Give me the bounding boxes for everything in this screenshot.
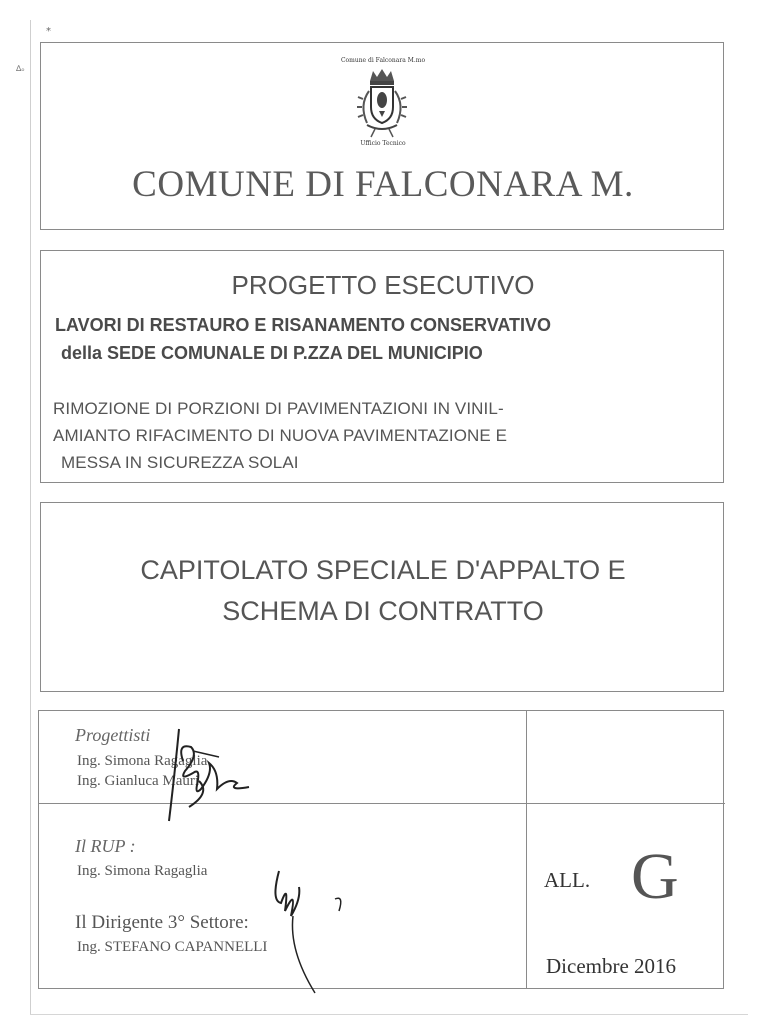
header-box [40,42,724,230]
comune-name: COMUNE DI FALCONARA M. [132,164,634,205]
document-title-line: SCHEMA DI CONTRATTO [222,596,544,626]
document-title-line: CAPITOLATO SPECIALE D'APPALTO E [140,555,626,585]
works-description-line: AMIANTO RIFACIMENTO DI NUOVA PAVIMENTAZIONE E [53,426,508,445]
document-title-box [40,502,724,692]
attachment-letter: G [631,840,679,913]
comune-small-heading: Comune di Falconara M.mo [340,57,426,64]
project-box [40,250,724,483]
director-label: Il Dirigente 3° Settore: [75,912,249,933]
works-title-line: LAVORI DI RESTAURO E RISANAMENTO CONSERVATIVO [55,315,552,335]
works-description-line: RIMOZIONE DI PORZIONI DI PAVIMENTAZIONI IN VINIL- [53,399,504,418]
designers-label: Progettisti [75,725,151,745]
page-edge [30,20,31,1015]
side-mark: ∆ₒ [16,64,25,73]
director-name: Ing. STEFANO CAPANNELLI [77,939,268,955]
handwritten-signature-icon [139,711,369,996]
works-title-line: della SEDE COMUNALE DI P.ZZA DEL MUNICIPIO [61,343,483,363]
rup-name: Ing. Simona Ragaglia [77,863,208,879]
project-heading: PROGETTO ESECUTIVO [231,270,535,300]
coat-of-arms-icon [353,67,411,139]
works-description-line: MESSA IN SICUREZZA SOLAI [61,453,299,472]
column-divider [526,711,527,988]
designer-name: Ing. Gianluca Mauri [77,773,200,789]
ufficio-small-heading: Ufficio Tecnico [360,140,406,147]
signatures-box [38,710,724,989]
rup-label: Il RUP : [75,836,136,856]
designer-name: Ing. Simona Ragaglia [77,753,208,769]
document-date: Dicembre 2016 [546,954,677,978]
page-edge-bottom [30,1014,748,1015]
attachment-label: ALL. [544,868,591,892]
corner-mark: * [46,26,51,37]
